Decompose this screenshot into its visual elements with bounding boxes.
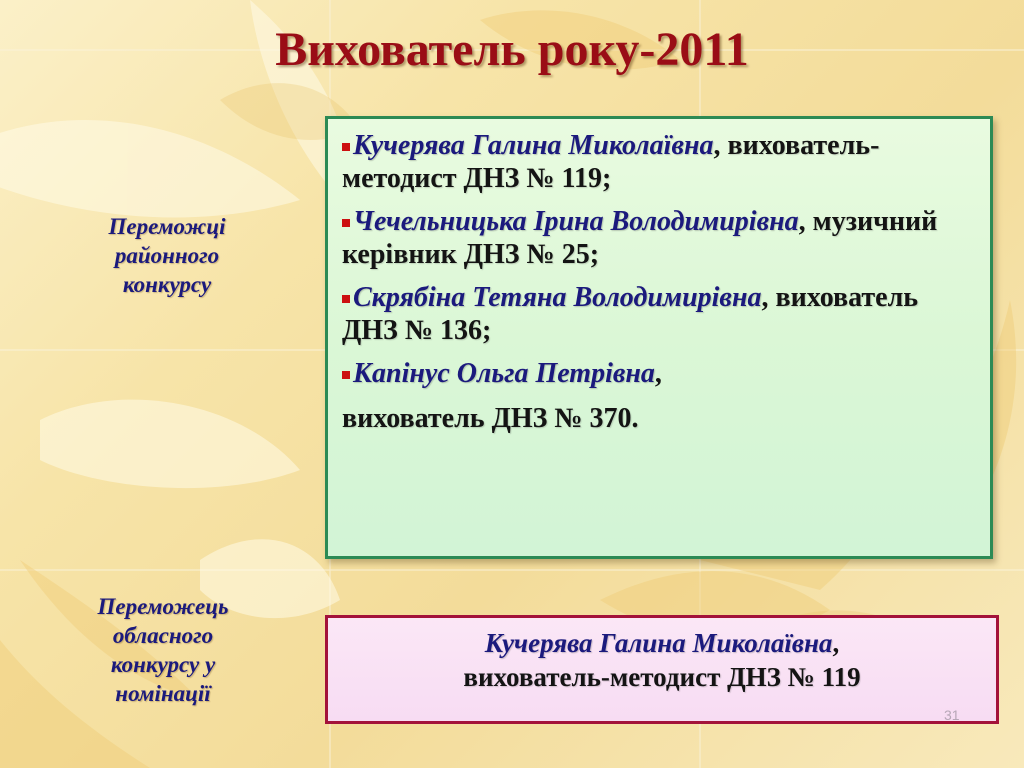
regional-winner-label <box>52 592 274 708</box>
slide-number: 31 <box>944 707 960 723</box>
regional-winner-name-line <box>328 626 996 660</box>
winner-item <box>342 205 976 271</box>
comma: , <box>713 130 721 161</box>
slide-title: Вихователь року-2011 <box>275 23 749 76</box>
regional-label-line: номінації <box>115 681 211 706</box>
district-label-line: районного <box>114 243 220 268</box>
comma: , <box>832 628 840 658</box>
bullet-icon <box>342 295 350 303</box>
winner-name: Кучерява Галина Миколаївна <box>353 130 714 161</box>
winner-role: вихователь ДНЗ № 136; <box>342 282 919 346</box>
comma: , <box>798 206 806 237</box>
comma: , <box>761 282 769 313</box>
winner-item <box>342 281 976 347</box>
bullet-icon <box>342 143 350 151</box>
bullet-icon <box>342 371 350 379</box>
winner-item <box>342 357 976 435</box>
winner-name: Капінус Ольга Петрівна <box>353 358 655 389</box>
winner-item <box>342 129 976 195</box>
district-label-line: Переможці <box>108 214 226 239</box>
regional-label-line: Переможець <box>97 594 229 619</box>
regional-label-line: конкурсу у <box>110 652 216 677</box>
winner-role: музичний керівник ДНЗ № 25; <box>342 206 938 270</box>
regional-winner-box <box>325 615 999 724</box>
district-label-line: конкурсу <box>122 272 212 297</box>
regional-label-line: обласного <box>112 623 214 648</box>
winner-role: вихователь ДНЗ № 370. <box>342 403 639 434</box>
winner-role: вихователь-методист ДНЗ № 119 <box>463 662 861 692</box>
comma: , <box>654 358 662 389</box>
district-winners-label <box>58 212 276 299</box>
winner-role: вихователь-методист ДНЗ № 119; <box>342 130 880 194</box>
winner-name: Чечельницька Ірина Володимирівна <box>353 206 799 237</box>
district-winners-box <box>325 116 993 559</box>
winner-name: Скрябіна Тетяна Володимирівна <box>353 282 762 313</box>
winner-name: Кучерява Галина Миколаївна <box>484 628 833 658</box>
bullet-icon <box>342 219 350 227</box>
